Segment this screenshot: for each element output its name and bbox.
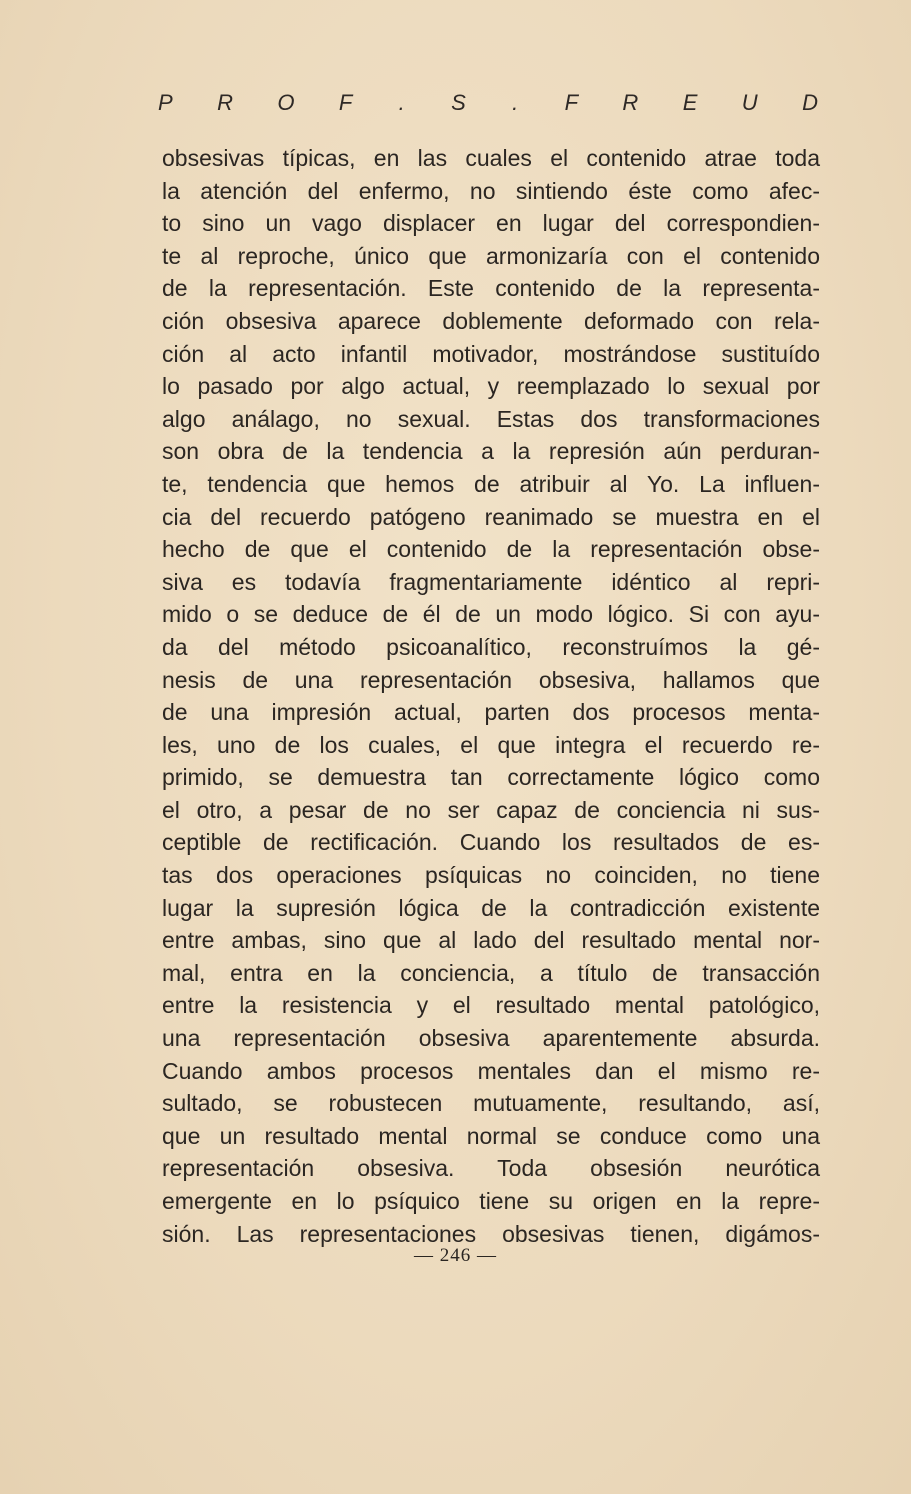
text-line: mal, entra en la conciencia, a título de transacción <box>162 959 820 986</box>
running-head-char: E <box>682 90 698 115</box>
running-head-char: O <box>277 90 295 115</box>
body-paragraph <box>162 142 820 1250</box>
running-head-char: R <box>622 90 639 115</box>
running-head-char: U <box>741 90 758 115</box>
text-line: lo pasado por algo actual, y reemplazado lo sexual por <box>162 373 820 400</box>
text-line: sión. Las representaciones obsesivas tienen, digámos- <box>162 1220 820 1247</box>
text-line: algo análago, no sexual. Estas dos transformaciones <box>162 405 820 432</box>
text-line: emergente en lo psíquico tiene su origen en la repre- <box>162 1188 820 1214</box>
text-line: tas dos operaciones psíquicas no coinciden, no tiene <box>162 862 820 889</box>
text-line: de una impresión actual, parten dos procesos menta- <box>162 699 820 726</box>
text-line: primido, se demuestra tan correctamente lógico como <box>162 764 820 791</box>
text-line: entre ambas, sino que al lado del resultado mental nor- <box>162 927 820 954</box>
text-line: te, tendencia que hemos de atribuir al Yo. La influen- <box>162 470 820 497</box>
text-line: ceptible de rectificación. Cuando los resultados de es- <box>162 829 820 856</box>
page-number: — 246 — <box>414 1245 497 1266</box>
running-head-char: S <box>451 90 466 115</box>
running-head-char: F <box>564 90 579 115</box>
text-line: te al reproche, único que armonizaría con el contenido <box>162 242 820 269</box>
running-head-char: . <box>512 90 519 115</box>
text-line: obsesivas típicas, en las cuales el contenido atrae toda <box>162 145 820 171</box>
text-line: son obra de la tendencia a la represión aún perduran- <box>162 438 820 465</box>
text-line: la atención del enfermo, no sintiendo éste como afec- <box>162 177 820 204</box>
text-line: nesis de una representación obsesiva, hallamos que <box>162 666 820 693</box>
text-line: sultado, se robustecen mutuamente, resultando, así, <box>162 1090 820 1117</box>
text-line: da del método psicoanalítico, reconstruímos la gé- <box>162 633 820 660</box>
text-line: ción obsesiva aparece doblemente deformado con rela- <box>162 307 820 334</box>
running-head <box>158 90 818 116</box>
text-line: Cuando ambos procesos mentales dan el mismo re- <box>162 1057 820 1084</box>
running-head-char: F <box>338 90 353 115</box>
text-line: entre la resistencia y el resultado mental patológico, <box>162 992 820 1019</box>
text-line: el otro, a pesar de no ser capaz de conciencia ni sus- <box>162 796 820 823</box>
text-line: mido o se deduce de él de un modo lógico. Si con ayu- <box>162 601 820 628</box>
text-line: de la representación. Este contenido de la representa- <box>162 275 820 302</box>
running-head-char: . <box>398 90 405 115</box>
text-line: cia del recuerdo patógeno reanimado se muestra en el <box>162 503 820 530</box>
running-head-char: R <box>217 90 233 115</box>
text-line: lugar la supresión lógica de la contradicción existente <box>162 894 820 921</box>
text-line: una representación obsesiva aparentemente absurda. <box>162 1025 820 1052</box>
text-line: les, uno de los cuales, el que integra el recuerdo re- <box>162 731 820 758</box>
text-line: to sino un vago displacer en lugar del correspondien- <box>162 210 820 237</box>
text-line: que un resultado mental normal se conduce como una <box>162 1122 820 1149</box>
running-head-char: D <box>802 90 818 115</box>
running-head-char: P <box>158 90 173 115</box>
text-line: representación obsesiva. Toda obsesión neurótica <box>162 1155 820 1182</box>
text-line: ción al acto infantil motivador, mostrándose sustituído <box>162 340 820 367</box>
text-line: hecho de que el contenido de la representación obse- <box>162 536 820 563</box>
text-line: siva es todavía fragmentariamente idéntico al repri- <box>162 568 820 595</box>
